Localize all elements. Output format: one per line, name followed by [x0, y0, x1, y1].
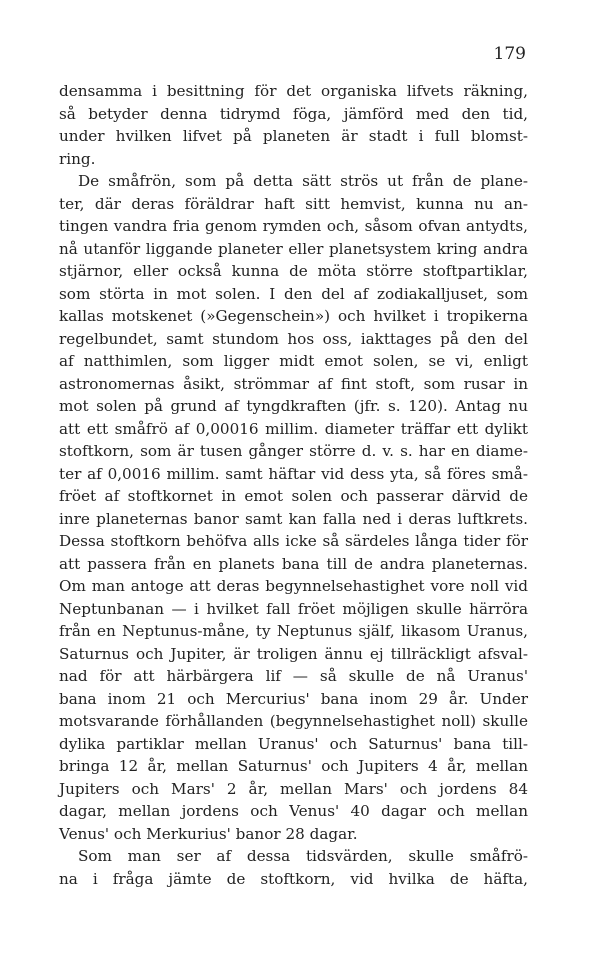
text-line: dylika partiklar mellan Uranus' och Saturnus' bana till-	[59, 734, 528, 753]
text-line: Venus' och Merkurius' banor 28 dagar.	[59, 824, 358, 843]
text-line: regelbundet, samt stundom hos oss, iakttages på den del	[59, 329, 528, 348]
text-line: att passera från en planets bana till de andra planeternas.	[59, 554, 528, 573]
text-line: tingen vandra fria genom rymden och, såsom ofvan antydts,	[59, 217, 528, 235]
text-line: Som man ser af dessa tidsvärden, skulle småfrö-	[78, 847, 528, 865]
text-line: bringa 12 år, mellan Saturnus' och Jupiters 4 år, mellan	[59, 757, 528, 775]
text-line: ter af 0,0016 millim. samt häftar vid dess yta, så föres små-	[59, 464, 528, 483]
page-number: 179	[493, 44, 526, 64]
text-line: Saturnus och Jupiter, är troligen ännu ej tillräckligt afsval-	[59, 644, 528, 663]
text-line: nad för att härbärgera lif — så skulle de nå Uranus'	[59, 667, 528, 685]
text-line: af natthimlen, som ligger midt emot solen, se vi, enligt	[59, 352, 528, 370]
text-line: na i fråga jämte de stoftkorn, vid hvilka de häfta,	[59, 869, 528, 888]
text-line: nå utanför liggande planeter eller planetsystem kring andra	[59, 239, 528, 258]
text-line: Jupiters och Mars' 2 år, mellan Mars' och jordens 84	[59, 779, 528, 798]
text-line: ring.	[59, 149, 96, 168]
text-line: De småfrön, som på detta sätt strös ut från de plane-	[78, 172, 528, 190]
text-line: densamma i besittning för det organiska lifvets räkning,	[59, 82, 528, 100]
text-line: så betyder denna tidrymd föga, jämförd med den tid,	[59, 104, 528, 123]
text-line: stoftkorn, som är tusen gånger större d. v. s. har en diame-	[59, 442, 528, 460]
text-line: stjärnor, eller också kunna de möta större stoftpartiklar,	[59, 262, 528, 280]
text-line: kallas motskenet (»Gegenschein») och hvilket i tropikerna	[59, 307, 528, 325]
text-line: ter, där deras föräldrar haft sitt hemvist, kunna nu an-	[59, 194, 528, 213]
text-line: inre planeternas banor samt kan falla ned i deras luftkrets.	[59, 509, 528, 528]
text-line: att ett småfrö af 0,00016 millim. diameter träffar ett dylikt	[59, 419, 528, 438]
text-line: bana inom 21 och Mercurius' bana inom 29 år. Under	[59, 689, 528, 708]
body-text	[59, 80, 528, 890]
text-line: dagar, mellan jordens och Venus' 40 dagar och mellan	[59, 802, 528, 820]
text-line: under hvilken lifvet på planeten är stadt i full blomst-	[59, 127, 528, 145]
text-line: Om man antoge att deras begynnelsehastighet vore noll vid	[59, 577, 528, 595]
text-line: astronomernas åsikt, strömmar af fint stoft, som rusar in	[59, 374, 528, 393]
text-line: Neptunbanan — i hvilket fall fröet möjligen skulle härröra	[59, 599, 528, 618]
text-line: mot solen på grund af tyngdkraften (jfr. s. 120). Antag nu	[59, 397, 528, 415]
text-line: motsvarande förhållanden (begynnelsehastighet noll) skulle	[59, 712, 528, 730]
text-line: fröet af stoftkornet in emot solen och passerar därvid de	[59, 487, 528, 505]
text-line: Dessa stoftkorn behöfva alls icke så särdeles långa tider för	[59, 532, 528, 550]
text-line: som störta in mot solen. I den del af zodiakalljuset, som	[59, 284, 528, 303]
text-line: från en Neptunus-måne, ty Neptunus själf, likasom Uranus,	[59, 622, 528, 640]
